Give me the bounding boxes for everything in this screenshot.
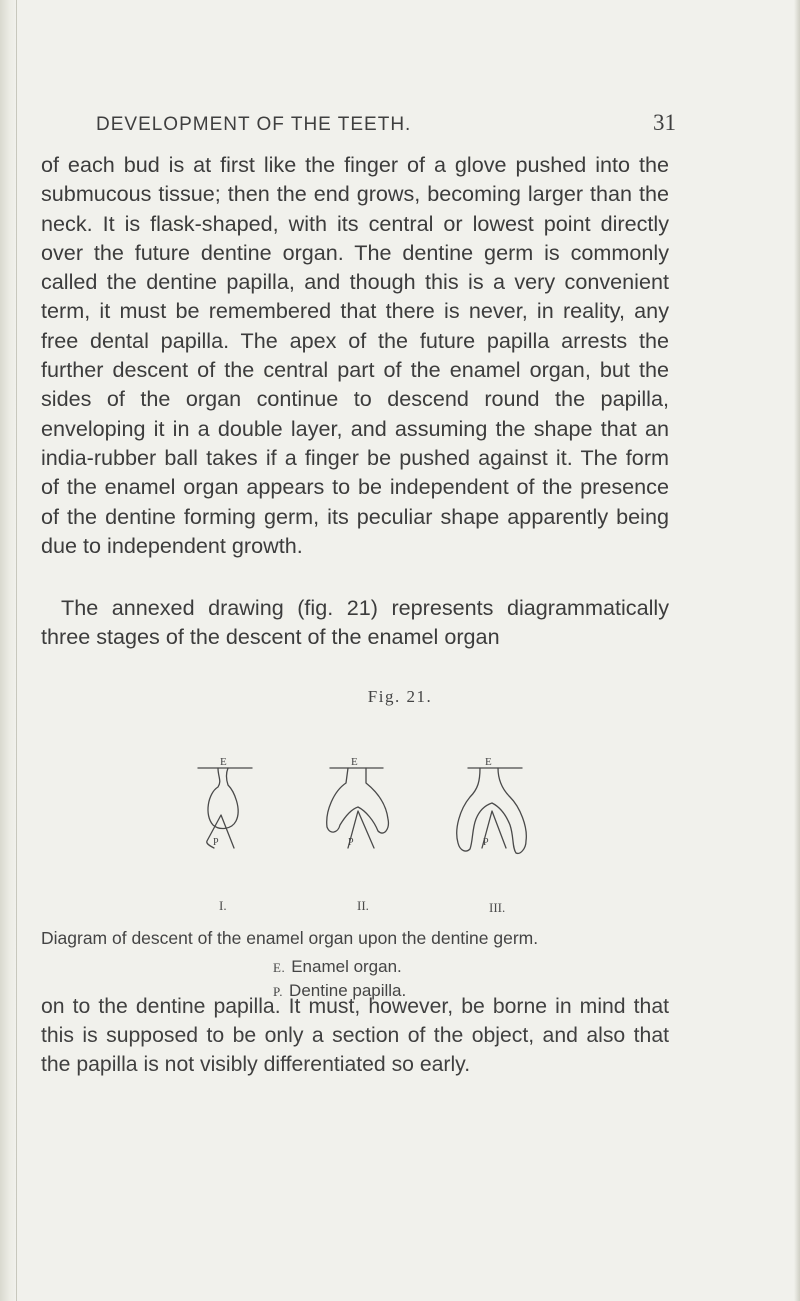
- page-binding-edge: [0, 0, 17, 1301]
- stage-labels: [180, 898, 560, 922]
- running-title: DEVELOPMENT OF THE TEETH.: [96, 114, 412, 135]
- page-right-edge: [794, 0, 800, 1301]
- page-number: 31: [653, 110, 676, 135]
- stage-2-diagram: [327, 756, 389, 848]
- stage-label-1: I.: [219, 898, 227, 913]
- stage-label-2: II.: [357, 898, 369, 913]
- enamel-organ-diagram: [180, 745, 560, 895]
- paragraph-2: The annexed drawing (fig. 21) represents diagrammatically three stages of the descent of the enamel organ: [41, 595, 669, 650]
- stage-3-p-marker: P: [483, 837, 489, 848]
- legend-text-p: Dentine papilla.: [289, 981, 407, 1000]
- legend-text-e: Enamel organ.: [291, 957, 402, 976]
- legend-enamel-organ: [273, 957, 402, 977]
- figure-caption: Diagram of descent of the enamel organ upon the dentine germ.: [41, 928, 539, 948]
- stage-1-p-marker: P: [213, 837, 219, 848]
- stage-1-e-marker: E: [220, 756, 227, 768]
- stage-1-diagram: [198, 756, 252, 848]
- figure-label: Fig. 21.: [367, 687, 433, 706]
- running-head: [96, 110, 676, 144]
- stage-3-e-marker: E: [485, 756, 492, 768]
- legend-key-e: E.: [273, 960, 286, 975]
- stage-2-e-marker: E: [351, 756, 358, 768]
- legend-key-p: P.: [273, 984, 284, 999]
- stage-label-3: III.: [489, 900, 506, 915]
- paragraph-3: on to the dentine papilla. It must, however, be borne in mind that this is supposed to be only a section of the object, and also that the papilla is not visibly differentiated so early.: [41, 995, 669, 1076]
- paragraph-1: of each bud is at first like the finger of a glove pushed into the submucous tissue; then the end grows, becoming larger than the neck. It is flask-shaped, with its central or lowest point directly over the future dentine organ. The dentine germ is commonly called the dentine papilla, and though this is a very convenient term, it must be remembered that there is never, in reality, any free dental papilla. The apex of the future papilla arrests the further descent of the central part of the enamel organ, but the sides of the organ continue to descend round the papilla, enveloping it in a double layer, and assuming the shape that an india-rubber ball takes if a finger be pushed against it. The form of the enamel organ appears to be independent of the presence of the dentine forming germ, its peculiar shape apparently being due to independent growth.: [41, 152, 669, 558]
- stage-2-p-marker: P: [348, 837, 354, 848]
- stage-3-diagram: [457, 756, 527, 853]
